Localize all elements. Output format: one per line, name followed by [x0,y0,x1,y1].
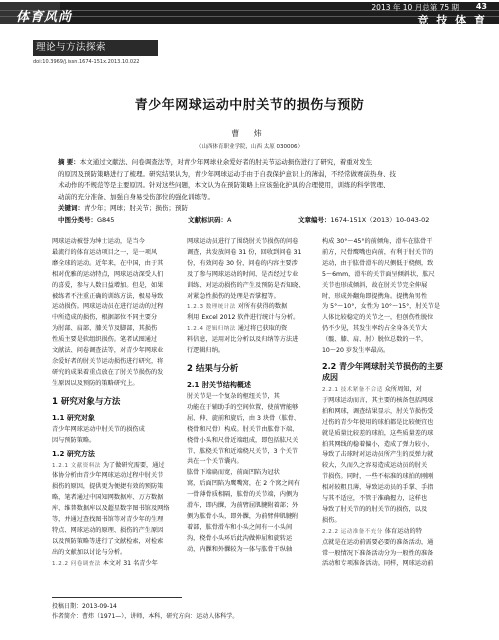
column-3: 构成 30°～45°的前倾角，滑车在肱骨干 前方，尺骨鹰嘴也向前，有利于肘关节的 运动，由于肱骨滑车的尺侧低于桡侧，致 5～6mm，滑车的关节面呈倾斜状，肱尺 关节也形成倾斜，故在肘关节完全伸展 时，形成外翻角即提携角。提携角男性 为 5°～10°，女性为 10°～15°，肘关节是 人体比较稳定的关节之一，但创伤性脱位 仍不少见，其发生率约占全身各关节大 （髋、膝、肩、肘）脱位总数的一半， 10～20 岁发生率最高。 2.2 青少年网球肘关节损伤的主要成因 2.2.1 技术紧备不合适 众所周知，对 于网球运动而言，其主要的核备包括网球 拍和网球，调查结果显示，肘关节损伤受 过伤的青少年使用的球拍都是比较便宜也 就是质量比较差的球拍，这些质量差的球 拍其网线的稳着偏小，造成了弹力较小， 导致了击球时对运动员所产生的反弹力就 较大，久而久之容易造成运动员的肘关 节损伤。同时，一些不标准的球拍的刚刚 相对较粗且薄，导致运动员的手掌、手指 与其不适应，不管于准确握力，这样也 导致了肘关节的的肘关节的损伤，以及 损伤。 2.2.2 运动准备不充分 体育运动的特 点就是在运动前需要必要的准备活动，通 常一般情况下准备活动分为一般性的准备 活动和专项准备活动。同样，网球运动前 [322,237,450,570]
abstract-line: 术动作的不规范等是主要原因。针对这些问题，本文认为在预防策略上应该强化护具的合理使用，训练的科学管理、 [58,181,390,189]
abstract-label: 摘 要： [58,158,80,166]
article-number: 1674-151X（2013）10-043-02 [330,215,430,224]
abstract-line: 摘 要：本文通过文献法、问卷调查法等，对青少年网球业余爱好者的肘关节运动损伤进行了研究，着重对发生 [58,158,373,166]
issue-info: 2013 年 10 月总第 75 期 [371,3,459,12]
abstract-line: 的原因及预防策略进行了梳理。研究结果认为，青少年网球运动手由于自我保护意识上的薄弱，不经常做赛前热身、技 [58,169,396,178]
keywords: 关键词：青少年；网球；肘关节；损伤；预防 [58,204,188,212]
column-2: 网球运动员进行了围绕肘关节损伤的问卷 调查，共发放问卷 31 份，回收到问卷 31 份，有效问卷 30 份，问卷的内容主要涉 及了参与网球运动的时间、是否经过专业 训练、对运动损伤的产生及预防是否知晓、 对紧急性损伤的处理是否掌握等。 1.2.3 数理统计法 对所有获得的数据 利用 Excel 2012 软件进行统计与分析。 1.2.4 逻辑归纳法 通过将已获取的资 料信息，运用对比分析以及归纳等方法进 行逻辑归纳。 2 结果与分析 2.1 肘关节结构概述 肘关节是一个复杂的枢纽关节，其 功能在于辅助手的空间位置，使前臂能够 屈、伸、旋前和旋后，由 3 块骨（肱骨、 桡骨和尺骨）构成。肘关节由肱骨下端、 桡骨小头和尺骨近端组成，即包括肱尺关 节、肱桡关节和近端桡尺关节，3 个关节 共在一个关节囊内。 肱骨下端扁而宽，前面凹陷为冠状 窝，后面凹陷为鹰嘴窝，在 2 个窝之间有 一骨薄骨质相隔，肱骨的关节端，内侧为 滑车，即内髁，为前臂屈肌腱附着部；外 侧为肱骨小头，即外髁，为前臂伸肌腱附 着部，肱骨滑车和小头之间有一小头间 沟，桡骨小头环后此沟做伸屈和旋转运 动，内髁和外髁较为一体与肱骨干纵轴 [187,237,313,556]
subsubsection-heading-2-2-1: 2.2.1 技术紧备不合适 [322,386,383,393]
keywords-label: 关键词： [58,204,84,212]
clc-code: G845 [97,215,115,224]
footnote-rule [52,597,182,598]
column-tag: 理论与方法探索 [33,40,158,55]
subsubsection-heading-1-2-1: 1.2.1 文献资料法 [52,462,101,469]
section-heading-1: 1 研究对象与方法 [52,396,121,407]
subsection-heading-1-2: 1.2 研究方法 [52,449,95,458]
page-number: 43 [475,2,487,11]
author: 曹 炜 [231,129,268,138]
doi: doi:10.3969/j.issn.1674-151x.2013.10.022 [33,59,140,65]
article-title: 青少年网球运动中肘关节的损伤与预防 [134,98,365,113]
doc-code: A [227,215,232,224]
affiliation: （山西体育职业学院，山西 太原 030006） [196,144,303,150]
subsubsection-heading-1-2-2: 1.2.2 问卷调查法 [52,560,101,567]
author-bio: 作者简介：曹炜（1971—），讲师，本科，研究方向：运动人体科学。 [52,613,239,620]
received-date: 投稿日期：2013-09-14 [52,603,117,610]
column-tag-rule [33,55,158,56]
subsection-heading-2-2: 2.2 青少年网球肘关节损伤的主要成因 [322,361,443,382]
section-title: 竞 技 体 育 [417,14,487,27]
section-heading-2: 2 结果与分析 [187,363,239,374]
subsection-heading-2-1: 2.1 肘关节结构概述 [187,380,251,389]
subsubsection-heading-2-2-2: 2.2.2 运动准备不充分 [322,528,383,535]
journal-logo-left: 体育风尚 [16,10,73,25]
classification-row: 中图分类号：G845 文献标识码：A 文章编号：1674-151X（2013）10-043-02 [58,215,430,224]
column-1: 网球运动被誉为绅士运动，是当今 最流行的体育运动项目之一，是一项风 靡全球的运动。近年来，在中国，由于其 相对优雅的运动特点，网球运动深受人们 的喜爱，参与人数日益增加。但是，如果 被练者不注重正确的训练方法，极易导致 运动损伤。网球运动员在进行运动的过程 中所造成的损伤，根据部位不同主要分 为肘部、肩部、膝关节及脚部，其损伤 性质主要是软组织损伤。笔者试图通过 文献法、问卷调查法等，对青少年网球业 余爱好者的肘关节运动损伤进行研究，将 研究的成果着重点放在了肘关节损伤的发 生原因以及预防的策略研究上。 1 研究对象与方法 1.1 研究对象 青少年网球运动中肘关节的损伤成 因与预防策略。 1.2 研究方法 1.2.1 文献资料法 为了做研究需要，通过 体协分析由青少年网球运动过程中肘关节 损伤的原因，提供更为便捷有效的预防策 略，笔者通过中国知网数据库、万方数据 库、维普数据库以及超星数字图书馆及网络 等，并通过查找图书馆等对青少年的生理 特点、网球运动的原理、损伤的产生原因 以及预防策略等进行了文献检索，对检索 出的文献加以讨论与分析。 1.2.2 问卷调查法 本文对 31 名青少年 [52,237,178,570]
subsubsection-heading-1-2-3: 1.2.3 数理统计法 [187,304,236,311]
page-header [0,0,499,26]
subsubsection-heading-1-2-4: 1.2.4 逻辑归纳法 [187,326,236,333]
subsection-heading-1-1: 1.1 研究对象 [52,413,95,422]
abstract-line: 动前的充分准备、加强自身易受伤部位的强化训练等。 [58,192,214,201]
abstract [58,157,448,226]
